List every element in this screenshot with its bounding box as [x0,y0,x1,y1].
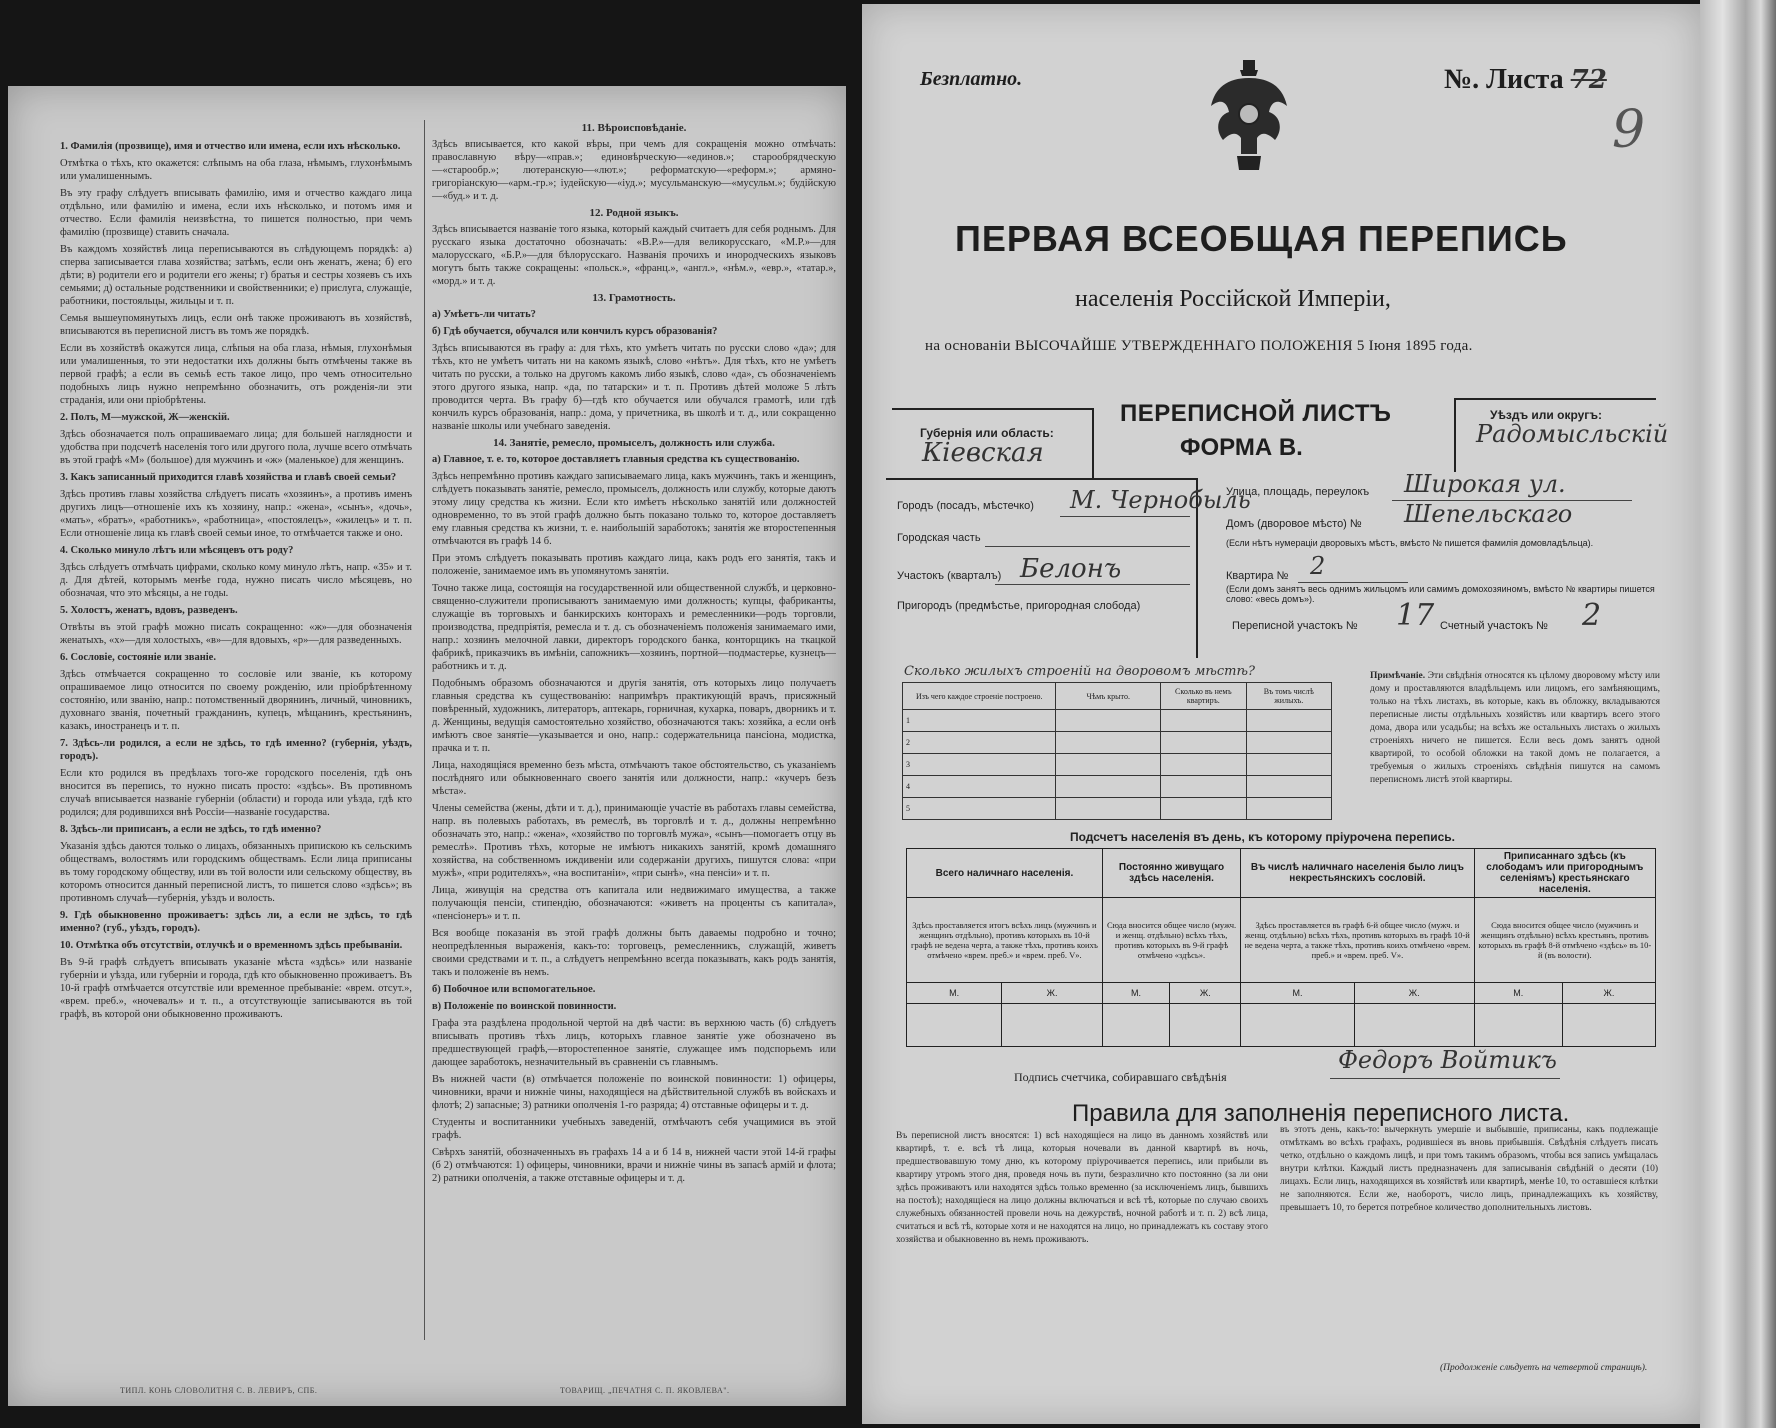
instruction-paragraph: Въ нижней части (в) отмѣчается положеніе по воинской повинности: 1) офицеры, чиновники, врачи и нижніе чины, находящіеся на дѣйствительной службѣ въ войскахъ и флотѣ; 2) запасные; 3) ратники ополченія 1-го разряда; 4) отставные офицеры и т. д. [432,1074,836,1111]
instruction-paragraph: Точно также лица, состоящія на государственной или общественной службѣ, и церковно-священно-служители прописываютъ занимаемую ими должность; купцы, фабриканты, служащіе въ торговыхъ и банкирскихъ конторахъ и ремесленники—родъ торговли, производства, предпріятія, ремесла и т. д. съ обозначеніемъ положенія занимаемаго ими, напр.: хозяинъ мелочной лавки, директоръ городского банка, конторщикъ на ткацкой фабрикѣ, приказчикъ въ имѣніи, сапожникъ—хозяинъ, портной—подмастерье, кузнецъ—работникъ и т. д. [432,583,836,672]
flat-line [1298,582,1408,583]
question-heading: 2. Полъ, М—мужской, Ж—женскій. [60,412,230,423]
instruction-paragraph: Въ каждомъ хозяйствѣ лица переписываются въ слѣдующемъ порядкѣ: а) сперва записывается глава хозяйства; затѣмъ, если онъ женатъ, жена; б) его дѣти; в) родители его и родители его жены; г) братья и сестры хозяевъ съ ихъ семьями; д) остальные родственники и свойственники; е) прислуга, служащіе, работники, постояльцы, жильцы и т. п. [60,244,412,307]
instruction-paragraph: Здѣсь обозначается полъ опрашиваемаго лица; для большей наглядности и удобства при подсчетѣ населенія того или другого пола, лучше всего отмѣчать въ этой графѣ «М» (большое) для мужчинъ и «ж» (маленькое) для женщинъ. [60,429,412,466]
instruction-paragraph: Здѣсь отмѣчается сокращенно то сословіе или званіе, къ которому опрашиваемое лицо относится по своему рожденію, или пріобрѣтенному состоянію, или званію, напр.: потомственный дворянинъ, личный, чиновникъ, духовнаго званія, почетный гражданинъ, купецъ, мѣщанинъ, крестьянинъ, казакъ, иностранецъ и т. п. [60,669,412,732]
sheet-number-label: №. Листа [1444,64,1564,95]
instruction-paragraph: Графа эта раздѣлена продольной чертой на двѣ части: въ верхнюю часть (б) слѣдуетъ вписывать противъ тѣхъ лицъ, которыхъ главное занятіе уже обозначено въ предшествующей графѣ,—второстепенное занятіе, служащее имъ подспорьемъ или дающее заработокъ, незначительный въ сравненіи съ главнымъ. [432,1018,836,1068]
population-m: М. [1241,983,1355,1004]
gubernia-label: Губернія или область: [920,426,1054,440]
free-stamp: Безплатно. [920,68,1023,90]
question-heading: в) Положеніе по воинской повинности. [432,1001,617,1012]
instruction-paragraph: При этомъ слѣдуетъ показывать противъ каждаго лица, какъ родъ его занятія, такъ и положеніе, занимаемое имъ въ упомянутомъ занятіи. [432,553,836,577]
question-heading: 7. Здѣсь-ли родился, а если не здѣсь, то гдѣ именно? (губернія, уѣздъ, городъ). [60,738,412,762]
buildings-title: Сколько жилыхъ строеній на дворовомъ мѣстѣ? [904,664,1255,679]
question-heading: 8. Здѣсь-ли приписанъ, а если не здѣсь, то гдѣ именно? [60,824,322,835]
printer-footer-left: ТИПЛ. КОНЬ СЛОВОЛИТНЯ С. В. ЛЕВИРЪ, СПБ. [120,1386,318,1395]
buildings-header-roof: Чѣмъ крыто. [1056,683,1161,710]
flat-note: (Если домъ занятъ весь однимъ жильцомъ или самимъ домохозяиномъ, вмѣсто № квартиры пишется слово: «весь домъ»). [1226,584,1655,604]
double-headed-eagle-emblem [1207,58,1291,176]
city-value: М. Чернобыль [1070,486,1251,514]
question-heading: 1. Фамилія (прозвище), имя и отчество или имена, если ихъ нѣсколько. [60,141,401,152]
flat-value: 2 [1310,552,1326,580]
uezd-value: Радомысльскій [1476,420,1669,448]
street-label: Улица, площадь, переулокъ [1226,486,1370,498]
question-heading: 3. Какъ записанный приходится главѣ хозяйства и главѣ своей семьи? [60,472,397,483]
buildings-note-text: Эти свѣдѣнія относятся къ цѣлому дворовому мѣсту или дому и проставляются владѣльцемъ или лицомъ, его замѣняющимъ, только на тѣхъ листахъ, въ которые, какъ въ обложку, вкладываются переписные листы отдѣльныхъ хозяйствъ или квартиръ всего этого дома, двора или усадьбы; на всѣхъ же остальныхъ листахъ о жилыхъ строеніяхъ ничего не пишется. Если весь домъ занятъ одной квартирой, то особой обложки на такой домъ не полагается, а требуемыя о жилыхъ строеніяхъ свѣдѣнія пишутся на самомъ переписномъ листѣ этой квартиры. [1370,671,1660,785]
signature-label: Подпись счетчика, собиравшаго свѣдѣнія [1014,1070,1227,1084]
sheet-number [1444,64,1607,96]
question-heading: 9. Гдѣ обыкновенно проживаетъ: здѣсь ли, а если не здѣсь, то гдѣ именно? (губ., уѣздъ, городъ). [60,910,412,934]
rules-continue: (Продолженіе слѣдуетъ на четвертой страницѣ). [1440,1363,1648,1373]
left-column-1 [60,140,412,1340]
population-title: Подсчетъ населенія въ день, къ которому пріурочена перепись. [1070,830,1455,844]
suburb-label: Пригородъ (предмѣстье, пригородная слобода) [897,600,1141,612]
buildings-header-residential: Въ томъ числѣ жилыхъ. [1246,683,1331,710]
population-header-non-peasant: Въ числѣ наличнаго населенія было лицъ некрестьянскихъ сословій. [1241,849,1474,898]
buildings-row: 2 [903,732,1056,754]
buildings-note [1370,670,1660,800]
instruction-paragraph: Семья вышеупомянутыхъ лицъ, если онѣ также проживаютъ въ хозяйствѣ, вписываются въ переписной листъ въ томъ же порядкѣ. [60,313,412,337]
census-subtitle: населенія Россійской Имперіи, [1075,286,1391,312]
page-stack-edge [1700,0,1776,1428]
section-heading: 12. Родной языкъ. [589,207,679,219]
column-divider [424,120,425,1340]
census-title: ПЕРВАЯ ВСЕОБЩАЯ ПЕРЕПИСЬ [955,218,1568,259]
form-title: ПЕРЕПИСНОЙ ЛИСТЪ [1120,400,1392,427]
section-value: Белонъ [1020,554,1122,584]
instruction-paragraph: Отвѣты въ этой графѣ можно писать сокращенно: «ж»—для обозначенія женатыхъ, «х»—для холостыхъ, «в»—для вдовыхъ, «р»—для разведенныхъ. [60,622,412,646]
question-heading: 5. Холостъ, женатъ, вдовъ, разведенъ. [60,605,238,616]
house-note: (Если нѣтъ нумераціи дворовыхъ мѣстъ, вмѣсто № пишется фамилія домовладѣльца). [1226,538,1594,548]
gubernia-value: Кіевская [922,438,1044,468]
instruction-paragraph: Здѣсь вписывается названіе того языка, который каждый считаетъ для себя роднымъ. Для русскаго языка достаточно обозначать: «В.Р.»—для великорусскаго, «М.Р.»—для малорусскаго, «Б.Р.»—для бѣлорусскаго. Названія прочихъ и инородческихъ языковъ могутъ быть также сокращены: «польск.», «франц.», «англ.», «нѣм.», «евр.», «татар.», «морд.» и т. д. [432,224,836,287]
census-district-label: Переписной участокъ № [1232,620,1358,632]
street-value: Широкая ул. [1404,470,1566,498]
population-zh: Ж. [1354,983,1474,1004]
instruction-paragraph: Свѣрхъ занятій, обозначенныхъ въ графахъ 14 а и б 14 в, нижней части этой 14-й графы (б 2) отмѣчаются: 1) офицеры, чиновники, врачи и нижніе чины въ запасѣ армій и флота; 2) ратники ополченія, а также отставные офицеры и т. д. [432,1147,836,1184]
counting-district-value: 2 [1582,598,1602,633]
instruction-paragraph: Здѣсь слѣдуетъ отмѣчать цифрами, сколько кому минуло лѣтъ, напр. «35» и т. д. Для дѣтей, которымъ менѣе года, нужно писать число мѣсяцевъ, но обозначая, что это мѣсяцы, а не годы. [60,562,412,599]
population-desc-permanent: Сюда вносится общее число (мужч. и женщ. отдѣльно) всѣхъ тѣхъ, противъ которыхъ въ 9-й графѣ отмѣчено «здѣсь». [1102,898,1240,983]
signature-line [1330,1078,1560,1079]
question-heading: б) Побочное или вспомогательное. [432,984,596,995]
population-table [906,848,1656,1047]
section-label: Участокъ (кварталъ) [897,570,1002,582]
question-heading: 6. Сословіе, состояніе или званіе. [60,652,216,663]
buildings-note-title: Примѣчаніе. [1370,671,1426,681]
sheet-number-corrected: 9 [1612,100,1646,160]
population-header-peasant: Приписаннаго здѣсь (къ слободамъ или пригороднымъ селеніямъ) крестьянскаго населенія. [1474,849,1655,898]
district-line [985,546,1190,547]
question-heading: б) Гдѣ обучается, обучался или кончилъ курсъ образованія? [432,326,718,337]
instruction-paragraph: Здѣсь противъ главы хозяйства слѣдуетъ писать «хозяинъ», а противъ именъ другихъ лицъ—отношеніе ихъ къ хозяину, напр.: «жена», «сынъ», «дочь», «мать», «братъ», «работникъ», «работница», «постоялецъ», «жилецъ» и т. п. Если отношеніе лица къ главѣ своей семьи иное, то отмѣчается также и оно. [60,489,412,539]
flat-label: Квартира № [1226,570,1289,582]
left-column-2 [432,118,836,1340]
population-zh: Ж. [1562,983,1655,1004]
question-heading: а) Умѣетъ-ли читать? [432,309,536,320]
rules-column-1: Въ переписной листъ вносятся: 1) всѣ находящіеся на лицо въ данномъ хозяйствѣ или квартирѣ, т. е. всѣ тѣ лица, которыя ночевали въ данной квартирѣ въ ночь, предшествовавшую тому дню, къ которому пріурочивается перепись, или прибыли въ квартиру утромъ этого дня, проведя ночь въ пути, безразлично кто постоянно (за ли они здѣсь проживаютъ или находятся здѣсь только временно (за исключеніемъ лицъ, бывшихъ на постоѣ); находящіеся на лицо должны включаться и всѣ тѣ, которые по случаю своихъ служебныхъ обязанностей провели ночь на дежурствѣ, ночной работѣ и т. п. 2) всѣ лица, считаться и всѣ тѣ, которые хотя и не находятся на лицо, но принадлежатъ къ составу этого хозяйства и обыкновенно въ немъ проживаютъ. [896,1131,1268,1245]
instruction-paragraph: Здѣсь вписывается, кто какой вѣры, при чемъ для сокращенія можно отмѣчать: православную вѣру—«прав.»; единовѣрческую—«единов.»; старообрядческую—«старообр.»; лютеранскую—«лют.»; реформатскую—«реформ.»; армяно-григоріанскую—«арм.-гр.»; іудейскую—«іуд.»; мусульманскую—«мусульм.»; будійскую—«буд.» и т. д. [432,139,836,202]
population-zh: Ж. [1002,983,1103,1004]
buildings-row: 4 [903,776,1056,798]
question-heading: а) Главное, т. е. то, которое доставляетъ главныя средства къ существованію. [432,454,800,465]
instruction-paragraph: Лица, находящіяся временно безъ мѣста, отмѣчаютъ такое обстоятельство, съ указаніемъ послѣдняго или обыкновеннаго своего занятія или должности, напр.: «кучеръ безъ мѣста». [432,760,836,797]
population-header-total: Всего наличнаго населенія. [907,849,1103,898]
instruction-paragraph: Отмѣтка о тѣхъ, кто окажется: слѣпымъ на оба глаза, нѣмымъ, глухонѣмымъ или умалишеннымъ. [60,158,412,182]
population-m: М. [1474,983,1562,1004]
printer-footer-right: ТОВАРИЩ. „ПЕЧАТНЯ С. П. ЯКОВЛЕВА". [560,1386,730,1395]
section-heading: 11. Вѣроисповѣданіе. [581,122,687,134]
instruction-paragraph: Если въ хозяйствѣ окажутся лица, слѣпыя на оба глаза, нѣмыя, глухонѣмыя или умалишенныя, то эти недостатки ихъ должны быть отмѣчены также въ первой графѣ; а если въ семьѣ есть такое лицо, про чемъ относительно подобныхъ лицъ нужно непремѣнно обозначить, отъ рожденія-ли эти страданія, или они пріобрѣтены. [60,343,412,406]
instruction-paragraph: Здѣсь непремѣнно противъ каждаго записываемаго лица, какъ мужчинъ, такъ и женщинъ, слѣдуетъ показывать занятіе, ремесло, промыселъ, должность или службу, которые даютъ этому лицу средства къ жизни. Если кто имѣетъ нѣсколько занятій или должностей одновременно, то въ этой графѣ должно быть показано только то, которое доставляетъ ему главныя средства къ жизни, т. е. наибольшій заработокъ; занятія же второстепенныя отмѣчаются въ графѣ 14 б. [432,471,836,547]
buildings-row: 3 [903,754,1056,776]
question-heading: 10. Отмѣтка объ отсутствіи, отлучкѣ и о временномъ здѣсь пребываніи. [60,940,403,951]
instruction-paragraph: Указанія здѣсь даются только о лицахъ, обязанныхъ припискою къ сельскимъ обществамъ, волостямъ или городскимъ обществамъ. Если лица приписаны въ тому городскому обществу, или въ той волости или сельскому обществу, въ которомъ относится данный переписной листъ, то пишется слово «здѣсь»; въ противномъ случаѣ—губернія, уѣздъ и волость. [60,841,412,904]
buildings-row: 1 [903,710,1056,732]
instruction-paragraph: Въ эту графу слѣдуетъ вписывать фамилію, имя и отчество каждаго лица отдѣльно, или фамилію и имена, если ихъ нѣсколько, и потомъ имя и отчество. Если фамилія неизвѣстна, то пишется полностью, при чемъ фамилію (прозвище) ставить сначала. [60,188,412,238]
instruction-paragraph: Въ 9-й графѣ слѣдуетъ вписывать указаніе мѣста «здѣсь» или названіе губерніи и уѣзда, или губерніи и города, гдѣ кто обыкновенно проживаетъ. Въ 10-й графѣ отмѣчается отсутствіе или временное пребываніе: «врем. отсут.», «врем. преб.», «ночевалъ» и т. п., а отсутствующіе записываются въ той графѣ, въ которой они обыкновенно проживаютъ. [60,957,412,1020]
instruction-paragraph: Члены семейства (жены, дѣти и т. д.), принимающіе участіе въ работахъ главы семейства, напр. въ полевыхъ работахъ, въ ремеслѣ, въ торговлѣ и т. д., должны непремѣнно обозначать это, напр.: «жена», «хозяйство по торговлѣ мужа», «сынъ—помогаетъ отцу въ ремеслѣ». Противъ тѣхъ, которые не имѣютъ никакихъ занятій, кромѣ домашняго хозяйства, на собственномъ иждивеніи или содержаніи другихъ, пишутся слова: «при мужѣ», «при родителяхъ», «на воспитаніи», «при сынѣ», «на пенсіи» и т. п. [432,803,836,879]
city-label: Городъ (посадъ, мѣстечко) [897,500,1034,512]
district-label: Городская часть [897,532,981,544]
city-line [1060,516,1190,517]
instruction-paragraph: Вся вообще показанія въ этой графѣ должны быть даваемы подробно и точно; неопредѣленныя выраженія, какъ-то: торговецъ, ремесленникъ, служащій, живетъ своими средствами и т. п., а слѣдуетъ непремѣнно всегда показывать, какъ родъ занятія, такъ и положеніе въ немъ. [432,928,836,978]
population-header-permanent: Постоянно живущаго здѣсь населенія. [1102,849,1240,898]
population-m: М. [1102,983,1169,1004]
buildings-header-flats: Сколько въ немъ квартиръ. [1161,683,1247,710]
population-desc-non-peasant: Здѣсь проставляется въ графѣ 6-й общее число (мужч. и женщ. отдѣльно) всѣхъ тѣхъ, противъ которыхъ въ графѣ 10-й не ведена черта, а также тѣхъ, противъ коихъ отмѣчено «врем. преб.» и «врем. преб. V». [1241,898,1474,983]
census-district-value: 17 [1396,598,1435,633]
buildings-table [902,682,1332,820]
instruction-paragraph: Лица, живущія на средства отъ капитала или недвижимаго имущества, а также получающія пенсіи, стипендію, обозначаются: «живетъ на проценты съ капитала», «пенсіонеръ» и т. п. [432,885,836,922]
house-value: Шепельскаго [1404,500,1573,528]
population-desc-peasant: Сюда вносится общее число (мужчинъ и женщинъ отдѣльно) всѣхъ крестьянъ, противъ которыхъ въ графѣ 8-й отмѣчено «здѣсь» въ 10-й (въ волости). [1474,898,1655,983]
instruction-paragraph: Здѣсь вписываются въ графу а: для тѣхъ, кто умѣетъ читать по русски слово «да»; для тѣхъ, кто не умѣетъ читать ни на какомъ языкѣ, слово «нѣтъ». Для тѣхъ, кто не умѣетъ читать по русски, а только на другомъ какомъ либо языкѣ, слово «да», съ обозначеніемъ этого другого языка, напр. «да, по татарски» и т. п. Противъ дѣтей моложе 5 лѣтъ проводится черта. Въ графу б)—гдѣ кто обучается или обучался грамотѣ, или гдѣ кончилъ курсъ образованія, напр.: дома, у причетника, въ школѣ и т. д., или сокращенно названіе школы или учебнаго заведенія. [432,343,836,432]
instruction-paragraph: Если кто родился въ предѣлахъ того-же городского поселенія, гдѣ онъ вносится въ перепись, то нужно писать просто: «здѣсь». Въ противномъ случаѣ вписывается названіе губерніи (области) и города или уѣзда, гдѣ кто родился; для родившихся внѣ Россіи—названіе государства. [60,768,412,818]
population-desc-total: Здѣсь проставляется итогъ всѣхъ лицъ (мужчинъ и женщинъ отдѣльно), противъ которыхъ въ 10-й графѣ не ведена черта, а также тѣхъ, противъ коихъ отмѣчено «врем. преб.» и «врем. преб. V». [907,898,1103,983]
question-heading: 4. Сколько минуло лѣтъ или мѣсяцевъ отъ роду? [60,545,294,556]
rules-title: Правила для заполненія переписного листа. [1072,1100,1570,1127]
population-zh: Ж. [1170,983,1241,1004]
uezd-label: Уѣздъ или округъ: [1490,408,1603,422]
population-m: М. [907,983,1002,1004]
section-line [995,584,1190,585]
counting-district-label: Счетный участокъ № [1440,620,1548,632]
section-heading: 13. Грамотность. [592,292,676,304]
sheet-number-value: 72 [1570,65,1607,95]
buildings-header-material: Изъ чего каждое строеніе построено. [903,683,1056,710]
section-heading: 14. Занятіе, ремесло, промыселъ, должность или служба. [493,437,775,449]
house-label: Домъ (дворовое мѣсто) № [1226,518,1362,530]
instruction-paragraph: Подобнымъ образомъ обозначаются и другія занятія, отъ которыхъ лицо получаетъ главныя средства къ существованію: напримѣръ практикующій врачъ, присяжный повѣренный, художникъ, литераторъ, аптекарь, горничная, кухарка, поваръ, дворникъ и т. д. Женщины, ведущія самостоятельно хозяйство, обозначаются такъ: хозяйка, а если онѣ имѣютъ свое занятіе—указывается и оно, напр.: содержательница пансіона, модистка, прачка и т. п. [432,678,836,754]
signature-value: Федоръ Войтикъ [1338,1046,1557,1074]
census-regulation: на основаніи ВЫСОЧАЙШЕ УТВЕРЖДЕННАГО ПОЛОЖЕНІЯ 5 Іюня 1895 года. [925,338,1473,354]
instruction-paragraph: Студенты и воспитанники учебныхъ заведеній, отмѣчаютъ себя учащимися въ этой графѣ. [432,1117,836,1141]
rules-column-2: въ этотъ день, какъ-то: вычеркнуть умершіе и выбывшіе, приписаны, какъ подлежащіе отмѣткамъ во всѣхъ графахъ, родившіеся въ вновь прибывшія. Свѣдѣнія слѣдуетъ писать четко, отдѣльно о каждомъ лицѣ, и при томъ такимъ образомъ, чтобы вся запись умѣщалась внутри клѣтки. Каждый листъ предназначенъ для записыванія свѣдѣній о десяти (10) лицахъ. Если лицъ, находящихся въ хозяйствѣ или квартирѣ, менѣе 10, то оставшіеся клѣтки не заполняются. Если же, наоборотъ, число лицъ, принадлежащихъ къ хозяйству, превышаетъ 10, то берется потребное количество дополнительныхъ листовъ. [1280,1125,1658,1213]
buildings-row: 5 [903,798,1056,820]
form-subtitle: ФОРМА В. [1180,434,1303,461]
